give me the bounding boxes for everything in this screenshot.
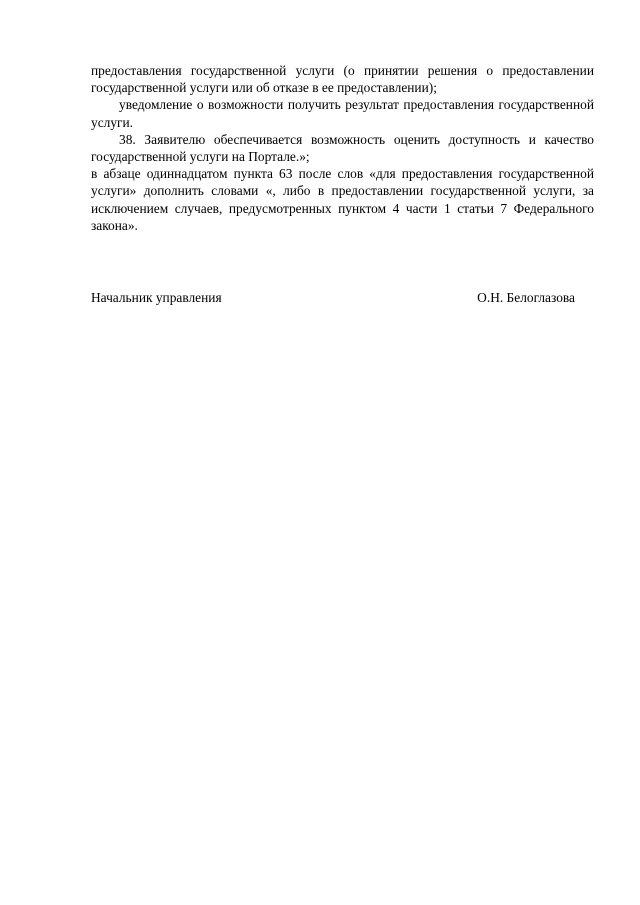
paragraph-notification: уведомление о возможности получить результат предоставления государственной услуги. [91, 97, 594, 130]
signature-name: О.Н. Белоглазова [477, 290, 575, 305]
document-body [91, 62, 594, 234]
paragraph-continuation: предоставления государственной услуги (о принятии решения о предоставлении государственной услуги или об отказе в ее предоставлении); [91, 63, 594, 96]
signature-position: Начальник управления [91, 290, 222, 305]
paragraph-clause-38: 38. Заявителю обеспечивается возможность оценить доступность и качество государственной услуги на Портале.»; [91, 131, 594, 165]
signature-block [91, 289, 575, 306]
paragraph-amendment-63: в абзаце одиннадцатом пункта 63 после слов «для предоставления государственной услуги» дополнить словами «, либо в предоставлении государственной услуги, за исключением случаев, предусмотренных пунктом 4 части 1 статьи 7 Федерального закона». [91, 166, 594, 233]
